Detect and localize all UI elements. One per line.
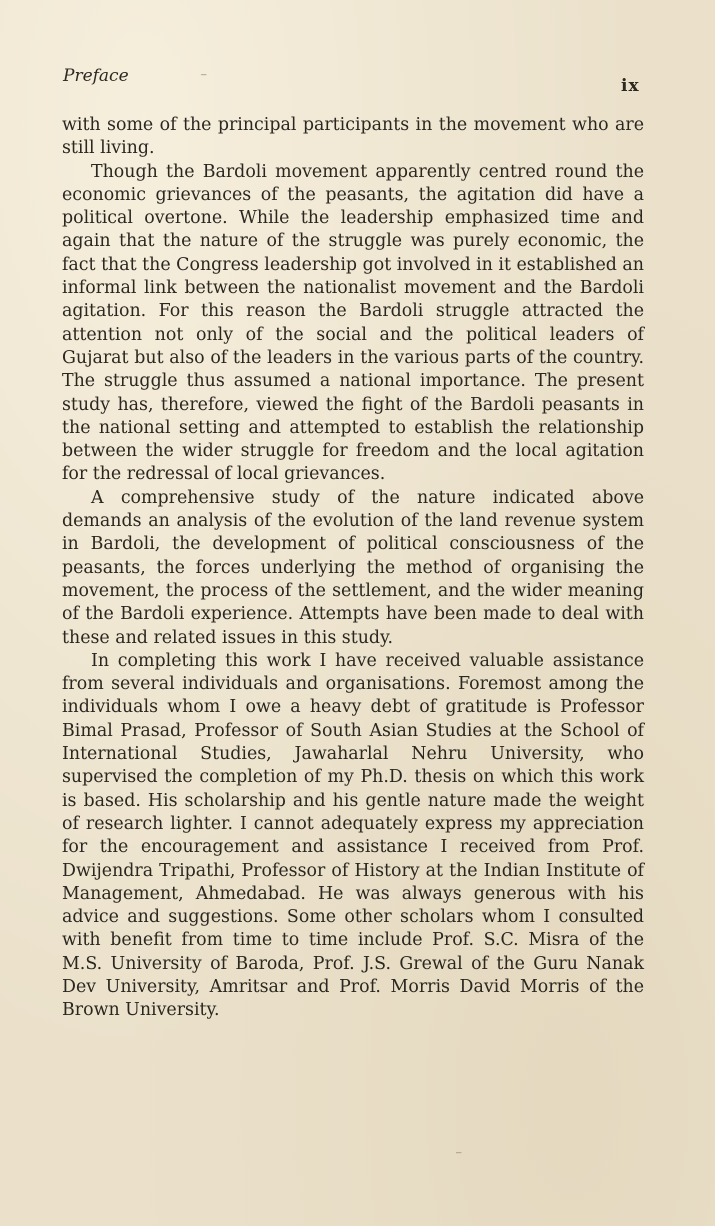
paragraph-acknowledgements: In completing this work I have received valuable assistance from several individuals and organisations. Foremost among the individuals whom I owe a heavy debt of gratitude is Professor Bimal Prasad, Professor of South Asian Studies at the School of International Studies, Jawaharlal Nehru University, who supervised the completion of my Ph.D. thesis on which this work is based. His scholarship and his gentle nature made the weight of research lighter. I cannot adequately express my appreciation for the encouragement and assistance I received from Prof. Dwijendra Tripathi, Professor of History at the Indian Institute of Management, Ahmedabad. He was always generous with his advice and suggestions. Some other scholars whom I consulted with benefit from time to time include Prof. S.C. Misra of the M.S. University of Baroda, Prof. J.S. Grewal of the Guru Nanak Dev University, Amritsar and Prof. Morris David Morris of the Brown University.: [62, 650, 644, 1021]
running-head: Preface: [63, 66, 129, 86]
ink-speck: ⁻: [455, 1148, 463, 1164]
page-number: ix: [621, 76, 640, 96]
ink-speck: ⁻: [200, 70, 208, 86]
paragraph-study-scope: A comprehensive study of the nature indicated above demands an analysis of the evolution of the land revenue system in Bardoli, the development of political consciousness of the peasants, the forces underlying the method of organising the movement, the process of the settlement, and the wider meaning of the Bardoli experience. Attempts have been made to deal with these and related issues in this study.: [62, 487, 644, 648]
paragraph-continuation: with some of the principal participants in the movement who are still living.: [62, 115, 644, 159]
body-text: [62, 114, 644, 1023]
paragraph-political-overtone: Though the Bardoli movement apparently centred round the economic grievances of the peasants, the agitation did have a political overtone. While the leadership emphasized time and again that the nature of the struggle was purely economic, the fact that the Congress leadership got involved in it established an informal link between the nationalist movement and the Bardoli agitation. For this reason the Bardoli struggle attracted the attention not only of the social and the political leaders of Gujarat but also of the leaders in the various parts of the country. The struggle thus assumed a national importance. The present study has, therefore, viewed the fight of the Bardoli peasants in the national setting and attempted to establish the relationship between the wider struggle for freedom and the local agitation for the redressal of local grievances.: [62, 161, 644, 485]
